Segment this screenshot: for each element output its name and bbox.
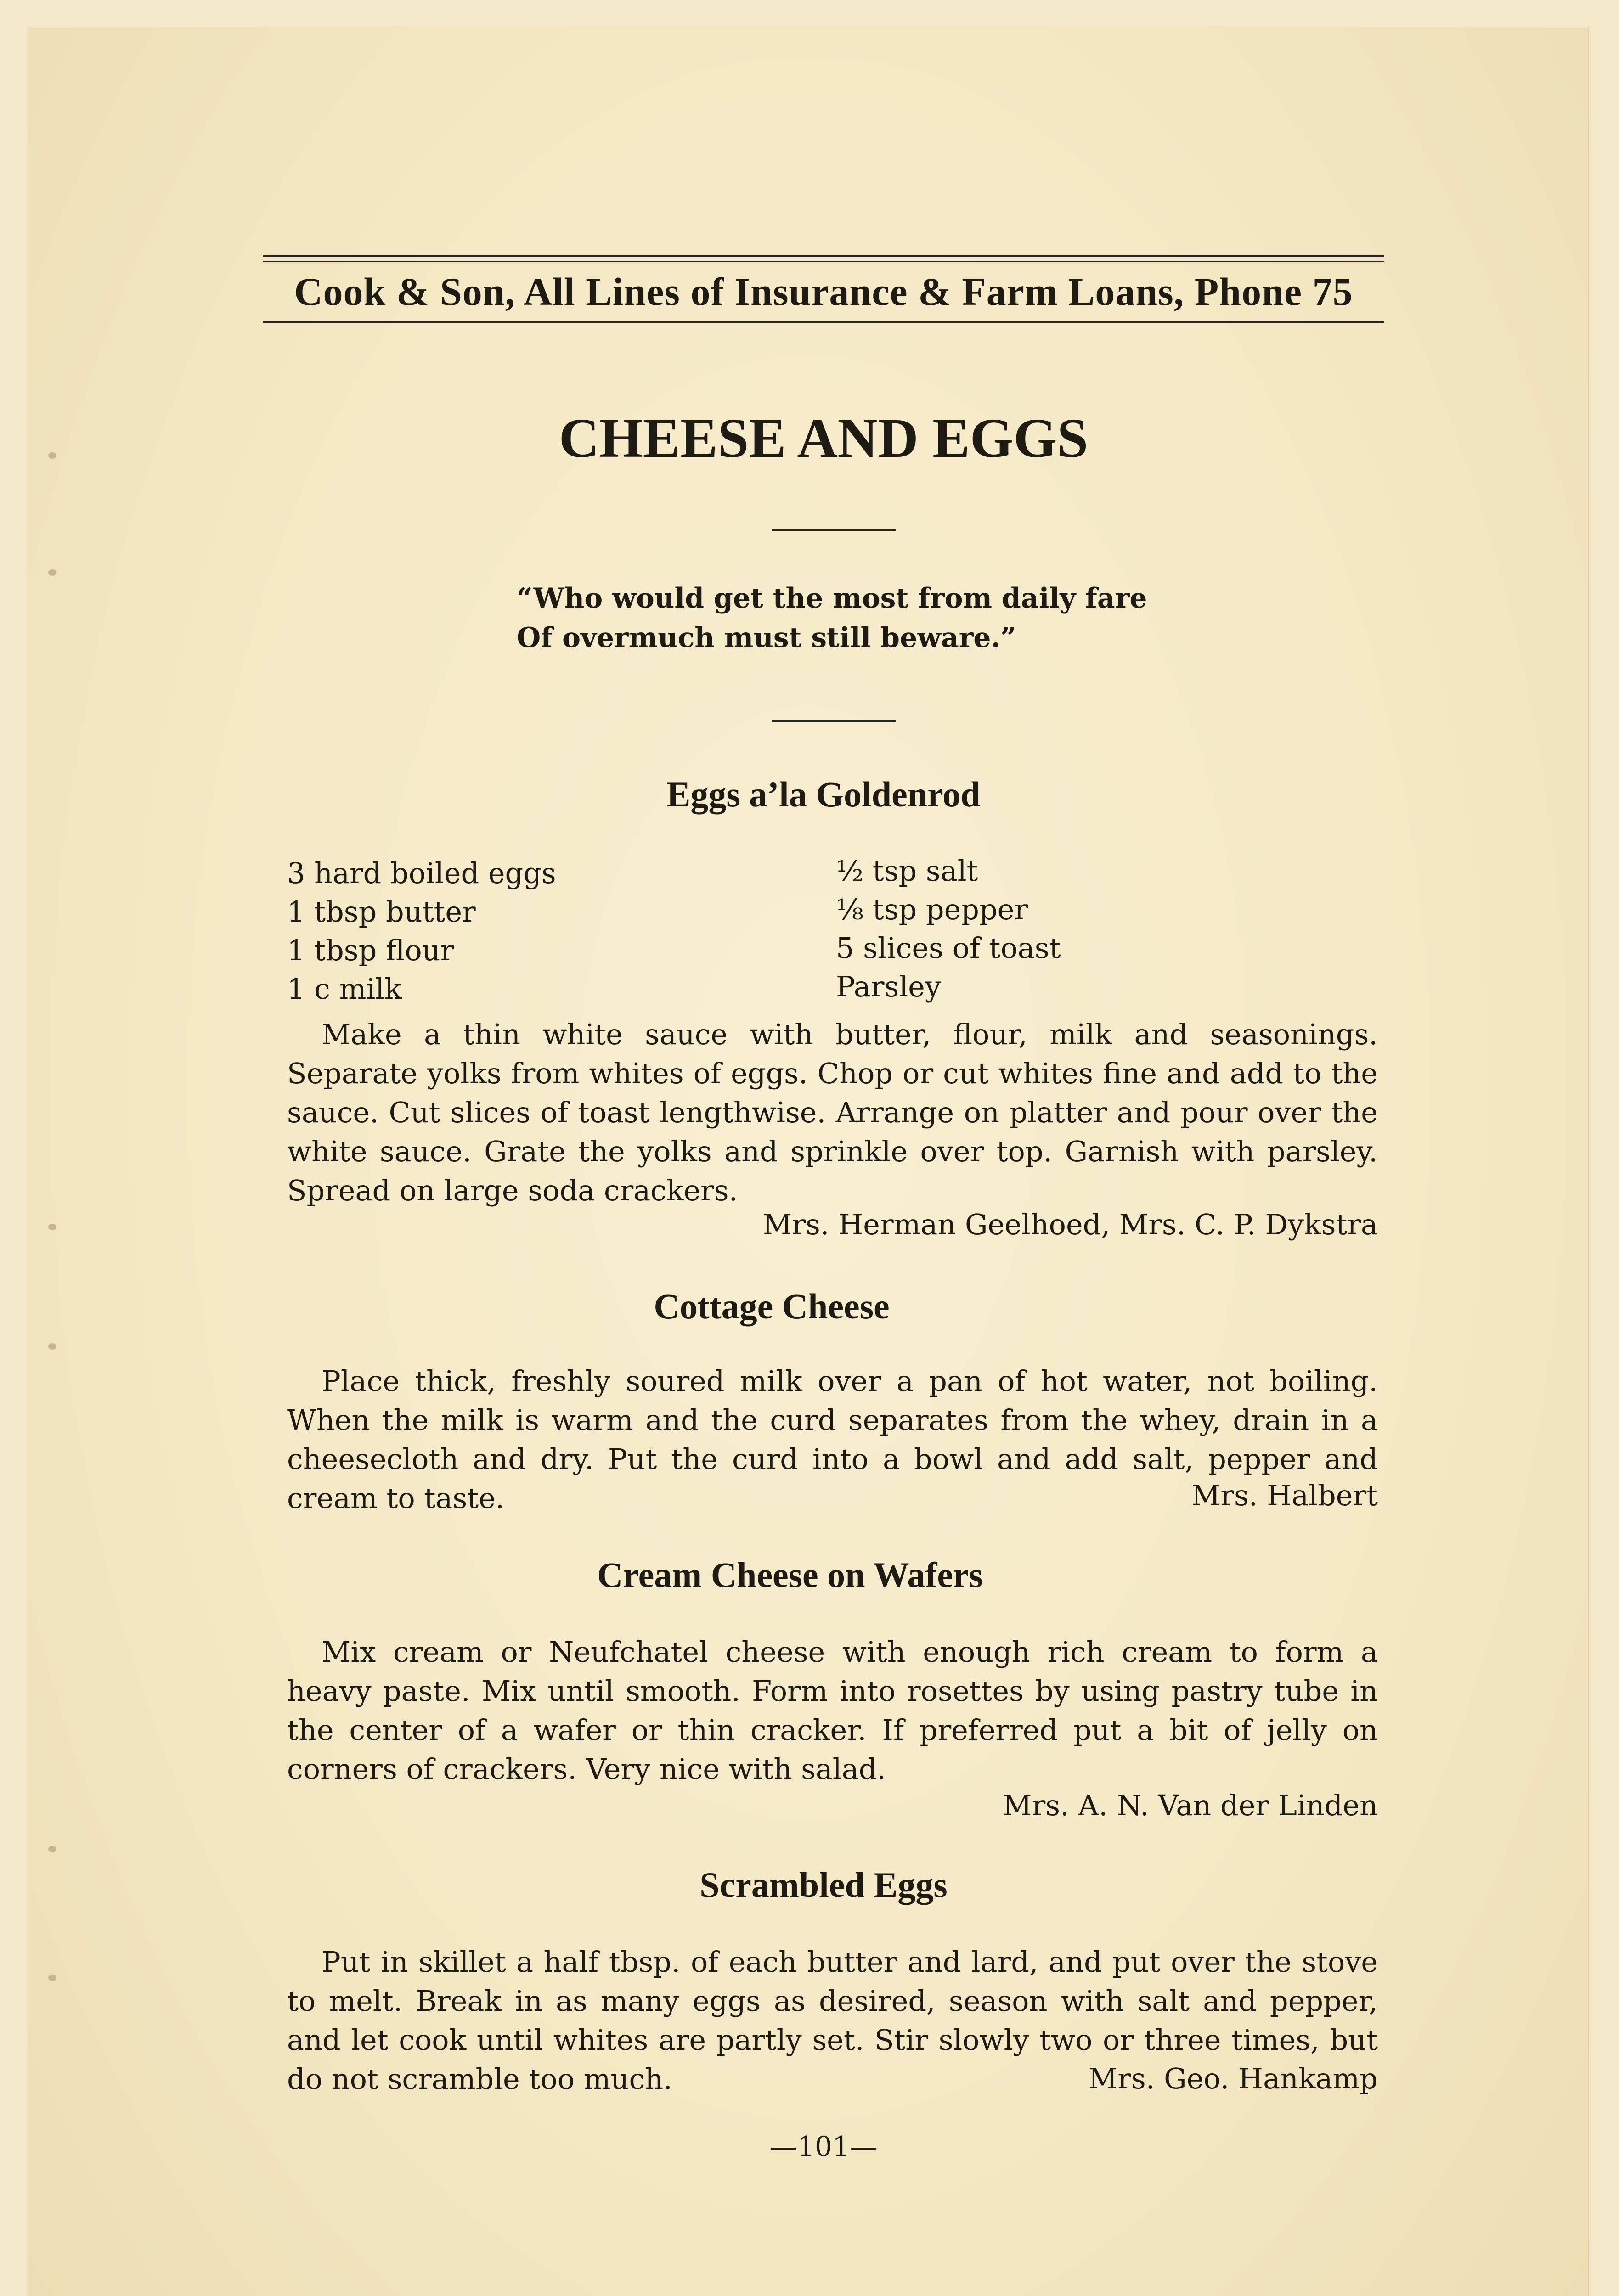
ingredient: ⅛ tsp pepper [836, 893, 1028, 926]
ingredient-list-right [836, 852, 1061, 1006]
recipe-attribution: Mrs. Herman Geelhoed, Mrs. C. P. Dykstra [762, 1208, 1378, 1241]
epigraph [517, 579, 1147, 658]
ingredient-list-left [287, 854, 556, 1008]
header-rule-top [263, 255, 1384, 257]
recipe-instructions [287, 1632, 1378, 1789]
epigraph-line-1: “Who would get the most from daily fare [517, 582, 1147, 614]
ingredient: 5 slices of toast [836, 931, 1061, 965]
header-rule-bottom [263, 321, 1384, 323]
recipe-text: Mix cream or Neufchatel cheese with enough rich cream to form a heavy paste. Mix until smooth. Form into rosettes by using pastry tube in the center of a wafer or thin cracker. If preferred put a bit of jelly on corners of crackers. Very nice with salad. [287, 1635, 1378, 1786]
recipe-text: Put in skillet a half tbsp. of each butter and lard, and put over the stove to melt. Break in as many eggs as desired, season with salt and pepper, and let cook until whites are partly set. Stir slowly two or three times, but do not scramble too much. [287, 1945, 1378, 2096]
ingredient: 3 hard boiled eggs [287, 856, 556, 890]
divider-rule [772, 720, 896, 722]
header-rule-top-thin [263, 261, 1384, 262]
recipe-title: Scrambled Eggs [699, 1865, 948, 1905]
ingredient: 1 tbsp butter [287, 895, 476, 929]
ingredient: 1 tbsp flour [287, 934, 454, 967]
page-number: —101— [769, 2131, 878, 2163]
recipe-title: Cottage Cheese [654, 1286, 890, 1326]
recipe-instructions [287, 1015, 1378, 1210]
recipe-text: Place thick, freshly soured milk over a pan of hot water, not boiling. When the milk is warm and the curd separates from the whey, drain in a cheesecloth and dry. Put the curd into a bowl and add salt, pepper and cream to taste. [287, 1364, 1378, 1515]
recipe-attribution: Mrs. A. N. Van der Linden [1003, 1789, 1378, 1822]
header-advertisement: Cook & Son, All Lines of Insurance & Farm Loans, Phone 75 [294, 270, 1353, 314]
recipe-title: Eggs a’la Goldenrod [666, 774, 981, 814]
recipe-text: Make a thin white sauce with butter, flour, milk and seasonings. Separate yolks from whites of eggs. Chop or cut whites fine and add to the sauce. Cut slices of toast lengthwise. Arrange on platter and pour over the white sauce. Grate the yolks and sprinkle over top. Garnish with parsley. Spread on large soda crackers. [287, 1018, 1378, 1207]
recipe-attribution: Mrs. Geo. Hankamp [1088, 2062, 1378, 2095]
recipe-attribution: Mrs. Halbert [1191, 1479, 1378, 1512]
ingredient: 1 c milk [287, 972, 402, 1006]
recipe-title: Cream Cheese on Wafers [597, 1555, 983, 1595]
section-title: CHEESE AND EGGS [558, 407, 1089, 469]
epigraph-line-2: Of overmuch must still beware.” [517, 622, 1016, 654]
divider-rule [772, 529, 896, 531]
ingredient: Parsley [836, 970, 941, 1003]
ingredient: ½ tsp salt [836, 854, 978, 888]
